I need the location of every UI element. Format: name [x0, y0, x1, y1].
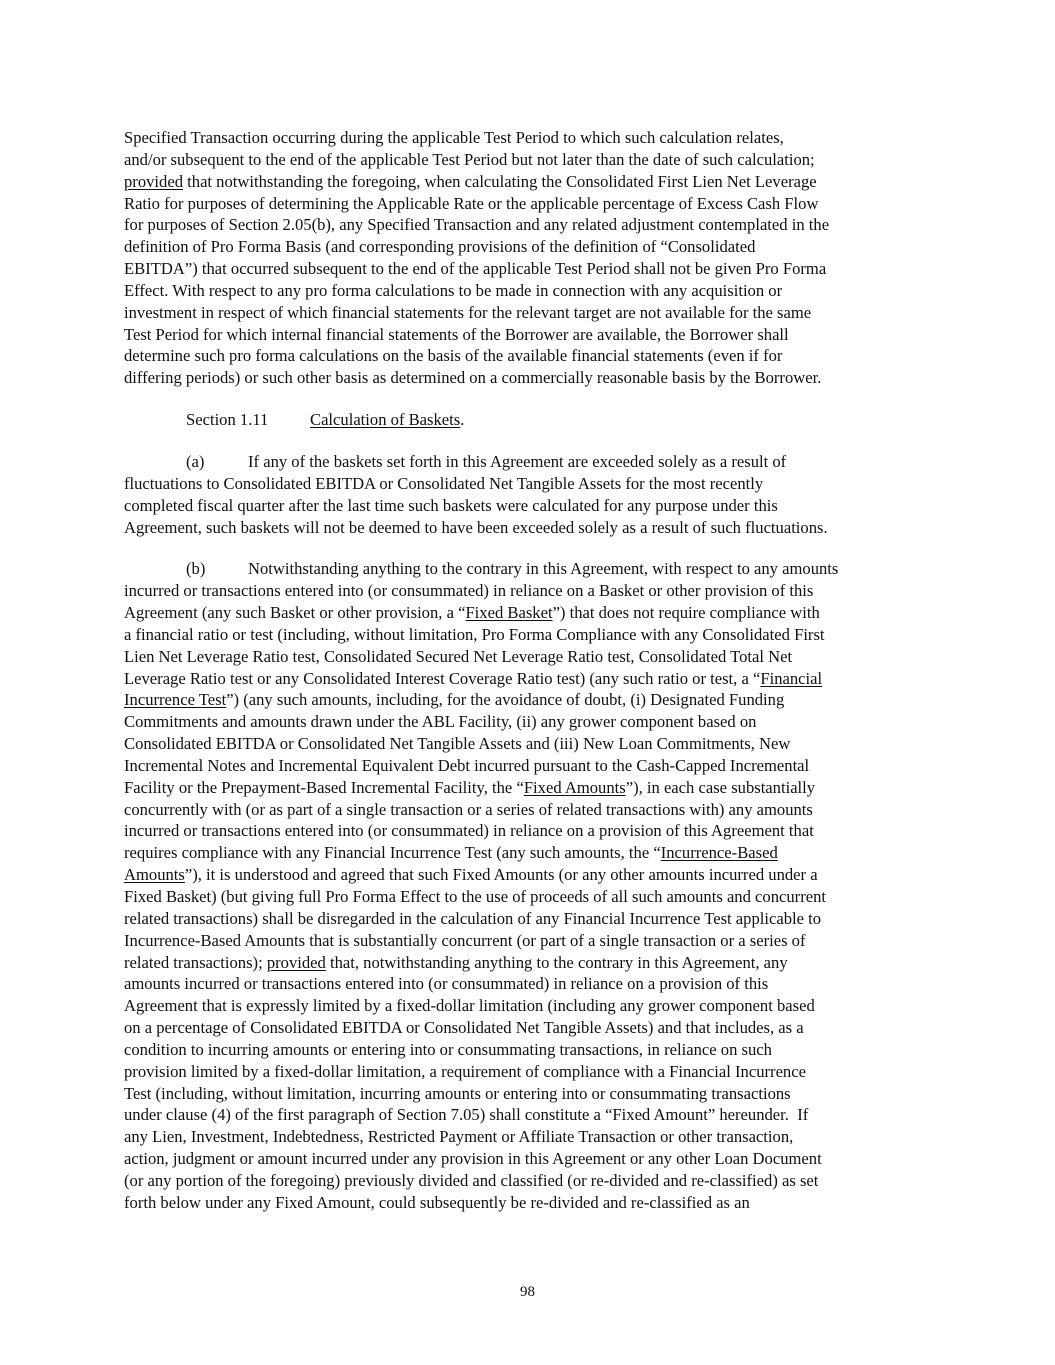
- text-line: Incremental Notes and Incremental Equivalent Debt incurred pursuant to the Cash-Capped Incremental: [124, 755, 810, 775]
- defined-term: Fixed Basket: [465, 603, 553, 623]
- text-line: under clause (4) of the first paragraph of Section 7.05) shall constitute a “Fixed Amount” hereunder. If: [124, 1105, 809, 1125]
- text-line: Lien Net Leverage Ratio test, Consolidated Secured Net Leverage Ratio test, Consolidated Total Net: [124, 646, 793, 666]
- paragraph-b: [124, 558, 936, 1213]
- text-line: Fixed Basket) (but giving full Pro Forma Effect to the use of proceeds of all such amounts and concurrent: [124, 887, 826, 906]
- text-line: differing periods) or such other basis as determined on a commercially reasonable basis by the Borrower.: [124, 368, 822, 388]
- text-line: Effect. With respect to any pro forma calculations to be made in connection with any acquisition or: [124, 280, 783, 300]
- text-line: EBITDA”) that occurred subsequent to the end of the applicable Test Period shall not be given Pro Forma: [124, 259, 827, 279]
- text-line: Test Period for which internal financial statements of the Borrower are available, the Borrower shall: [124, 324, 789, 344]
- section-heading: [124, 409, 936, 431]
- text-segment: Leverage Ratio test or any Consolidated Interest Coverage Ratio test) (any such ratio or test, a “: [124, 668, 761, 688]
- provided-term: provided: [266, 952, 326, 972]
- text-line: Commitments and amounts drawn under the ABL Facility, (ii) any grower component based on: [124, 712, 757, 732]
- text-line: concurrently with (or as part of a single transaction or a series of related transactions with) any amounts: [124, 799, 813, 819]
- text-segment: ”) (any such amounts, including, for the avoidance of doubt, (i) Designated Funding: [226, 690, 785, 710]
- text-segment: related transactions);: [124, 952, 267, 972]
- text-line: incurred or transactions entered into (or consummated) in reliance on a Basket or other provision of this: [124, 581, 814, 601]
- heading-line: [124, 409, 936, 431]
- text-segment: that, notwithstanding anything to the contrary in this Agreement, any: [325, 952, 788, 972]
- text-line: action, judgment or amount incurred under any provision in this Agreement or any other Loan Document: [124, 1149, 822, 1169]
- text-line: Agreement, such baskets will not be deemed to have been exceeded solely as a result of such fluctuations.: [124, 517, 828, 537]
- text-segment: Facility or the Prepayment-Based Incremental Facility, the “: [124, 777, 524, 797]
- defined-term: Amounts: [124, 865, 185, 885]
- text-line: Consolidated EBITDA or Consolidated Net Tangible Assets and (iii) New Loan Commitments, New: [124, 734, 791, 754]
- text-line: [124, 558, 936, 580]
- text-segment: Agreement (any such Basket or other provision, a “: [124, 603, 466, 623]
- text-line: related transactions) shall be disregarded in the calculation of any Financial Incurrence Test applicable to: [124, 908, 822, 928]
- text-segment: ”), in each case substantially: [625, 777, 816, 797]
- defined-term: Incurrence-Based: [660, 843, 778, 863]
- text-line: [124, 171, 936, 193]
- text-line: [124, 451, 936, 473]
- text-line: [124, 689, 936, 711]
- section-title-punct: .: [460, 410, 465, 430]
- text-line: fluctuations to Consolidated EBITDA or Consolidated Net Tangible Assets for the most recently: [124, 473, 764, 493]
- text-line: [124, 952, 936, 974]
- text-segment: requires compliance with any Financial Incurrence Test (any such amounts, the “: [124, 843, 661, 863]
- paragraph-pro-forma: [124, 127, 936, 389]
- paragraph-a: [124, 451, 936, 538]
- clause-label: (b): [186, 559, 206, 579]
- text-line: [124, 842, 936, 864]
- text-segment: that notwithstanding the foregoing, when calculating the Consolidated First Lien Net Leverage: [187, 171, 817, 191]
- text-line: determine such pro forma calculations on the basis of the available financial statements (even if for: [124, 346, 783, 366]
- text-line: for purposes of Section 2.05(b), any Specified Transaction and any related adjustment contemplated in the: [124, 215, 830, 235]
- text-line: [124, 602, 936, 624]
- text-line: investment in respect of which financial statements for the relevant target are not available for the same: [124, 302, 812, 322]
- text-segment: ”) that does not require compliance with: [552, 603, 820, 623]
- page-number: 98: [520, 1284, 535, 1300]
- text-line: [124, 864, 936, 886]
- clause-label: (a): [186, 451, 205, 471]
- text-line: completed fiscal quarter after the last time such baskets were calculated for any purpose under this: [124, 495, 778, 515]
- document-page: [124, 127, 936, 1234]
- text-line: condition to incurring amounts or entering into or consummating transactions, in reliance on such: [124, 1039, 772, 1059]
- text-line: incurred or transactions entered into (or consummated) in reliance on a provision of this Agreement that: [124, 821, 814, 841]
- text-line: Test (including, without limitation, incurring amounts or entering into or consummating transactions: [124, 1083, 791, 1103]
- section-title: Calculation of Baskets: [310, 410, 461, 430]
- text-line: (or any portion of the foregoing) previously divided and classified (or re-divided and re-classified) as set: [124, 1170, 819, 1190]
- text-line: a financial ratio or test (including, without limitation, Pro Forma Compliance with any Consolidated First: [124, 624, 825, 644]
- text-line: Ratio for purposes of determining the Applicable Rate or the applicable percentage of Excess Cash Flow: [124, 193, 819, 213]
- text-segment: ”), it is understood and agreed that such Fixed Amounts (or any other amounts incurred under a: [184, 865, 818, 885]
- defined-term: Financial: [760, 668, 823, 688]
- text-segment: Notwithstanding anything to the contrary in this Agreement, with respect to any amounts: [248, 559, 839, 579]
- text-line: definition of Pro Forma Basis (and corresponding provisions of the definition of “Consolidated: [124, 237, 756, 257]
- text-line: [124, 668, 936, 690]
- text-line: and/or subsequent to the end of the applicable Test Period but not later than the date of such calculation;: [124, 149, 815, 169]
- text-line: forth below under any Fixed Amount, could subsequently be re-divided and re-classified as an: [124, 1192, 750, 1212]
- text-line: Incurrence-Based Amounts that is substantially concurrent (or part of a single transaction or a series of: [124, 930, 806, 950]
- text-line: [124, 777, 936, 799]
- text-line: Specified Transaction occurring during the applicable Test Period to which such calculation relates,: [124, 128, 784, 147]
- section-number: Section 1.11: [186, 410, 269, 430]
- defined-term: Fixed Amounts: [523, 777, 626, 797]
- text-line: any Lien, Investment, Indebtedness, Restricted Payment or Affiliate Transaction or other transaction,: [124, 1127, 794, 1147]
- provided-term: provided: [124, 171, 183, 191]
- text-line: provision limited by a fixed-dollar limitation, a requirement of compliance with a Financial Incurrence: [124, 1061, 806, 1081]
- defined-term: Incurrence Test: [124, 690, 227, 710]
- text-line: on a percentage of Consolidated EBITDA or Consolidated Net Tangible Assets) and that includes, as a: [124, 1018, 804, 1038]
- text-segment: If any of the baskets set forth in this Agreement are exceeded solely as a result of: [248, 451, 787, 471]
- text-line: amounts incurred or transactions entered into (or consummated) in reliance on a provision of this: [124, 974, 769, 994]
- text-line: Agreement that is expressly limited by a fixed-dollar limitation (including any grower component based: [124, 996, 815, 1016]
